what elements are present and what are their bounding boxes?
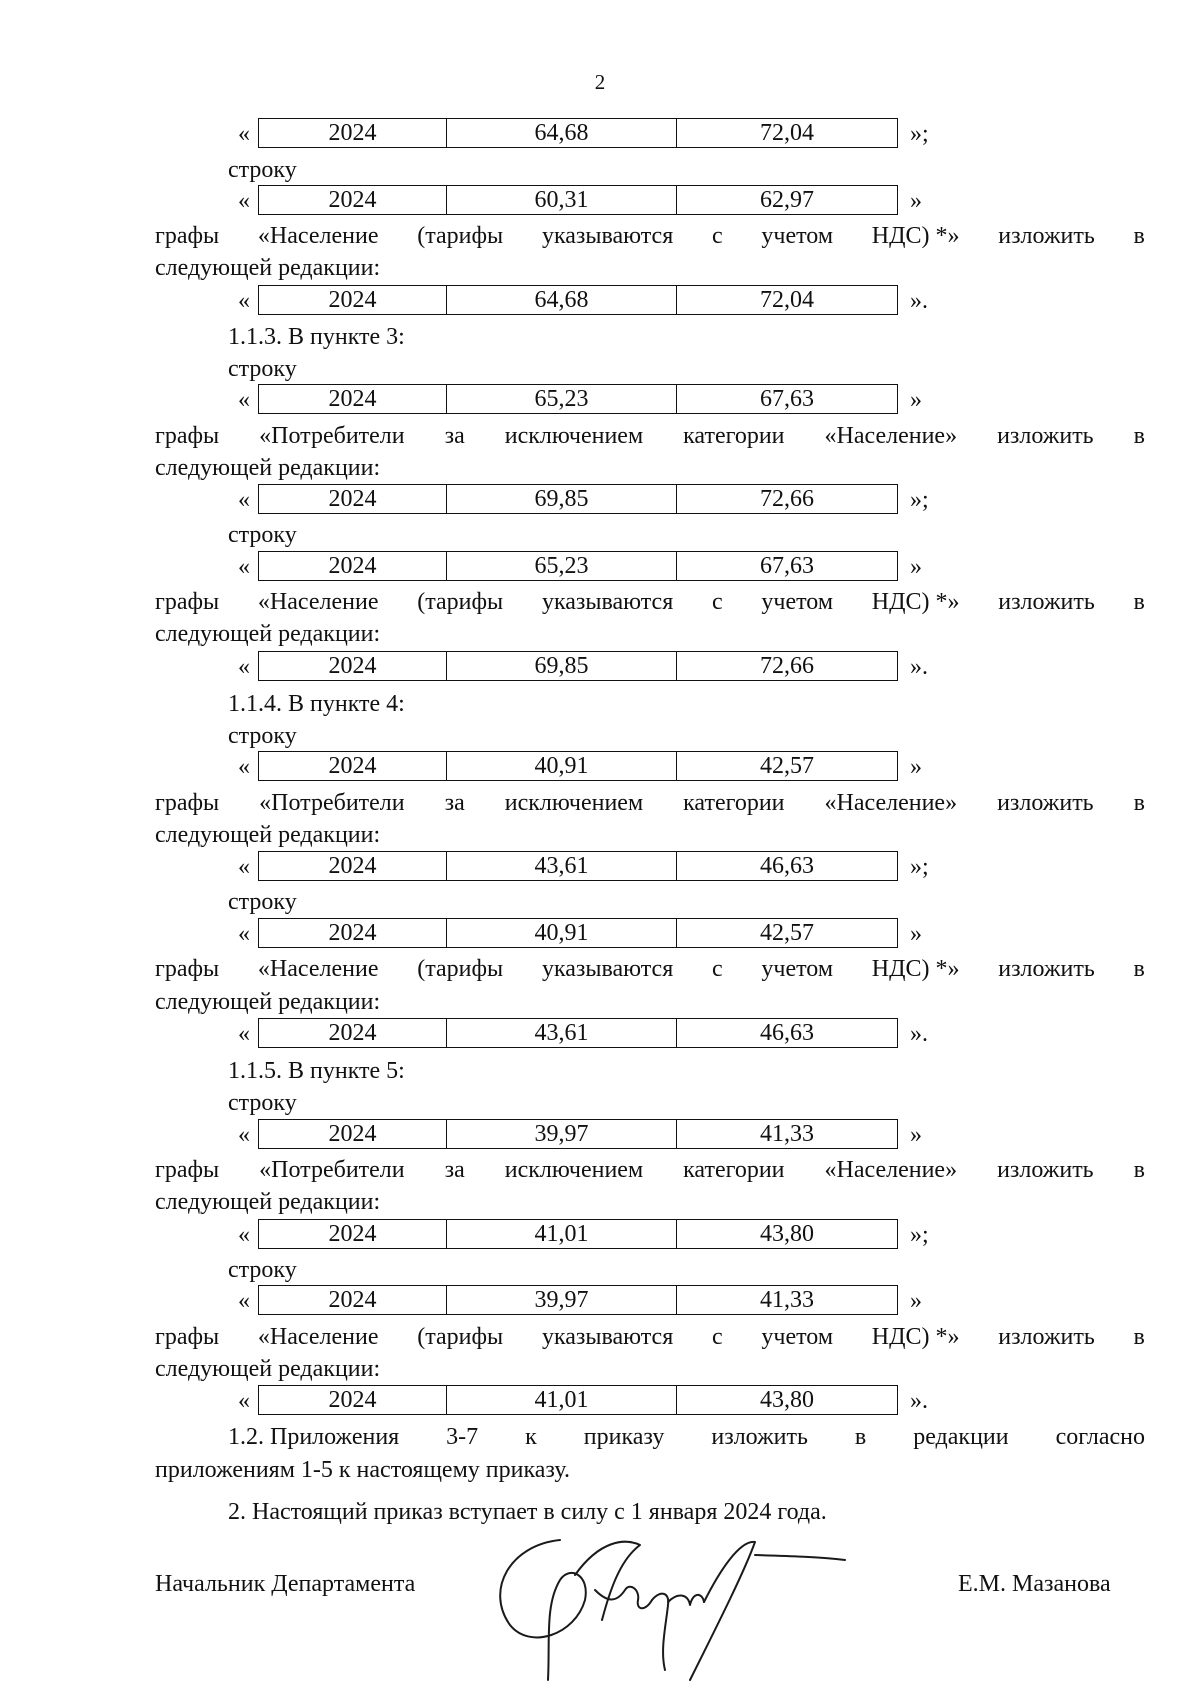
justified-line — [155, 590, 1145, 614]
open-quote: « — [238, 288, 250, 314]
word: изложить — [998, 1324, 1095, 1350]
justified-line — [155, 1158, 1145, 1182]
open-quote: « — [238, 487, 250, 513]
tariff-row — [0, 918, 1200, 950]
open-quote: « — [238, 1222, 250, 1248]
word: «Население — [257, 589, 379, 615]
word: (тарифы — [417, 223, 504, 249]
tariff-half1-cell: 65,23 — [447, 385, 677, 413]
tariff-table — [258, 1285, 898, 1315]
tariff-row — [0, 1119, 1200, 1151]
word: графы — [155, 1324, 220, 1350]
tariff-half2-cell: 67,63 — [760, 553, 814, 579]
close-quote: ». — [910, 288, 928, 314]
word: НДС) *» — [871, 1324, 960, 1350]
tariff-half1-cell: 40,91 — [447, 752, 677, 780]
word: исключением — [504, 790, 644, 816]
word: учетом — [761, 956, 834, 982]
tariff-row — [0, 1219, 1200, 1251]
open-quote: « — [238, 387, 250, 413]
word: изложить — [997, 1157, 1094, 1183]
tariff-table — [258, 751, 898, 781]
word: учетом — [761, 1324, 834, 1350]
word: в — [1133, 423, 1145, 449]
word: в — [854, 1424, 867, 1450]
open-quote: « — [238, 1288, 250, 1314]
word: НДС) *» — [871, 589, 960, 615]
word: указываются — [541, 589, 674, 615]
close-quote: ». — [910, 1021, 928, 1047]
year-cell: 2024 — [259, 752, 447, 780]
tariff-table — [258, 1119, 898, 1149]
text-line: строку — [228, 1090, 297, 1116]
word: указываются — [541, 956, 674, 982]
tariff-half2-cell: 72,04 — [760, 120, 814, 146]
word: (тарифы — [417, 1324, 504, 1350]
word: (тарифы — [417, 589, 504, 615]
text-line: следующей редакции: — [155, 1189, 381, 1215]
open-quote: « — [238, 188, 250, 214]
word: в — [1133, 223, 1145, 249]
tariff-half2-cell: 41,33 — [760, 1121, 814, 1147]
tariff-row — [0, 751, 1200, 783]
word: графы — [155, 1157, 220, 1183]
year-cell: 2024 — [259, 119, 447, 147]
word: категории — [683, 1157, 785, 1183]
tariff-half1-cell: 40,91 — [447, 919, 677, 947]
tariff-row — [0, 484, 1200, 516]
text-line: следующей редакции: — [155, 621, 381, 647]
year-cell: 2024 — [259, 485, 447, 513]
handwritten-signature — [490, 1530, 890, 1695]
tariff-half2-cell: 72,66 — [760, 486, 814, 512]
close-quote: » — [910, 1122, 922, 1148]
word: 1.2. Приложения — [228, 1424, 400, 1450]
tariff-half1-cell: 41,01 — [447, 1386, 677, 1414]
close-quote: ». — [910, 654, 928, 680]
word: указываются — [541, 1324, 674, 1350]
word: в — [1133, 1324, 1145, 1350]
word: приказу — [583, 1424, 665, 1450]
tariff-row — [0, 118, 1200, 150]
close-quote: » — [910, 554, 922, 580]
year-cell: 2024 — [259, 385, 447, 413]
close-quote: »; — [910, 121, 929, 147]
signatory-position: Начальник Департамента — [155, 1571, 416, 1597]
word: с — [712, 1324, 723, 1350]
tariff-half2-cell: 41,33 — [760, 1287, 814, 1313]
open-quote: « — [238, 1388, 250, 1414]
tariff-half2-cell: 46,63 — [760, 1020, 814, 1046]
tariff-half1-cell: 41,01 — [447, 1220, 677, 1248]
justified-line — [155, 1325, 1145, 1349]
close-quote: »; — [910, 1222, 929, 1248]
close-quote: ». — [910, 1388, 928, 1414]
word: графы — [155, 790, 220, 816]
word: изложить — [998, 223, 1095, 249]
word: изложить — [998, 956, 1095, 982]
tariff-row — [0, 551, 1200, 583]
text-line: следующей редакции: — [155, 255, 381, 281]
tariff-half2-cell: 42,57 — [760, 920, 814, 946]
text-line: строку — [228, 356, 297, 382]
word: исключением — [504, 1157, 644, 1183]
word: за — [444, 1157, 465, 1183]
tariff-table — [258, 1385, 898, 1415]
text-line: строку — [228, 889, 297, 915]
word: учетом — [761, 223, 834, 249]
close-quote: » — [910, 1288, 922, 1314]
open-quote: « — [238, 554, 250, 580]
text-line: строку — [228, 723, 297, 749]
tariff-table — [258, 1219, 898, 1249]
year-cell: 2024 — [259, 852, 447, 880]
tariff-row — [0, 1385, 1200, 1417]
text-line: 1.1.3. В пункте 3: — [228, 324, 405, 350]
tariff-half2-cell: 43,80 — [760, 1387, 814, 1413]
word: НДС) *» — [871, 223, 960, 249]
word: изложить — [711, 1424, 808, 1450]
tariff-half2-cell: 42,57 — [760, 753, 814, 779]
tariff-half1-cell: 39,97 — [447, 1120, 677, 1148]
word: учетом — [761, 589, 834, 615]
word: «Население» — [824, 1157, 958, 1183]
close-quote: » — [910, 921, 922, 947]
year-cell: 2024 — [259, 552, 447, 580]
text-line: следующей редакции: — [155, 989, 381, 1015]
tariff-half1-cell: 60,31 — [447, 186, 677, 214]
tariff-half1-cell: 65,23 — [447, 552, 677, 580]
tariff-row — [0, 185, 1200, 217]
tariff-row — [0, 851, 1200, 883]
tariff-half2-cell: 67,63 — [760, 386, 814, 412]
word: (тарифы — [417, 956, 504, 982]
word: «Население» — [824, 423, 958, 449]
tariff-row — [0, 384, 1200, 416]
year-cell: 2024 — [259, 1286, 447, 1314]
text-line: приложениям 1-5 к настоящему приказу. — [155, 1457, 570, 1483]
word: изложить — [997, 790, 1094, 816]
tariff-table — [258, 918, 898, 948]
open-quote: « — [238, 121, 250, 147]
text-line: 1.1.5. В пункте 5: — [228, 1058, 405, 1084]
year-cell: 2024 — [259, 286, 447, 314]
tariff-table — [258, 851, 898, 881]
tariff-half2-cell: 62,97 — [760, 187, 814, 213]
year-cell: 2024 — [259, 186, 447, 214]
close-quote: » — [910, 387, 922, 413]
word: графы — [155, 589, 220, 615]
year-cell: 2024 — [259, 1120, 447, 1148]
word: в — [1133, 1157, 1145, 1183]
tariff-table — [258, 185, 898, 215]
word: категории — [683, 790, 785, 816]
word: исключением — [504, 423, 644, 449]
justified-line — [155, 957, 1145, 981]
word: с — [712, 589, 723, 615]
word: согласно — [1055, 1424, 1145, 1450]
word: к — [525, 1424, 537, 1450]
text-line: строку — [228, 157, 297, 183]
page-number: 2 — [594, 70, 606, 94]
word: с — [712, 223, 723, 249]
text-line: следующей редакции: — [155, 822, 381, 848]
year-cell: 2024 — [259, 1019, 447, 1047]
tariff-row — [0, 1018, 1200, 1050]
tariff-row — [0, 285, 1200, 317]
justified-line — [228, 1425, 1145, 1449]
open-quote: « — [238, 854, 250, 880]
tariff-table — [258, 1018, 898, 1048]
year-cell: 2024 — [259, 652, 447, 680]
word: «Население» — [824, 790, 958, 816]
tariff-half2-cell: 46,63 — [760, 853, 814, 879]
tariff-half1-cell: 43,61 — [447, 852, 677, 880]
word: в — [1133, 956, 1145, 982]
close-quote: »; — [910, 487, 929, 513]
word: изложить — [998, 589, 1095, 615]
word: указываются — [541, 223, 674, 249]
word: «Потребители — [259, 790, 405, 816]
tariff-half1-cell: 64,68 — [447, 286, 677, 314]
tariff-table — [258, 118, 898, 148]
word: «Население — [257, 223, 379, 249]
word: в — [1133, 589, 1145, 615]
word: с — [712, 956, 723, 982]
tariff-half2-cell: 72,04 — [760, 287, 814, 313]
tariff-table — [258, 285, 898, 315]
year-cell: 2024 — [259, 919, 447, 947]
text-line: строку — [228, 522, 297, 548]
tariff-half1-cell: 39,97 — [447, 1286, 677, 1314]
word: «Население — [257, 1324, 379, 1350]
word: изложить — [997, 423, 1094, 449]
tariff-table — [258, 551, 898, 581]
word: «Население — [257, 956, 379, 982]
open-quote: « — [238, 1021, 250, 1047]
word: НДС) *» — [871, 956, 960, 982]
close-quote: » — [910, 754, 922, 780]
tariff-half1-cell: 64,68 — [447, 119, 677, 147]
justified-line — [155, 791, 1145, 815]
tariff-table — [258, 484, 898, 514]
text-line: 2. Настоящий приказ вступает в силу с 1 января 2024 года. — [228, 1499, 827, 1525]
tariff-row — [0, 1285, 1200, 1317]
word: в — [1133, 790, 1145, 816]
open-quote: « — [238, 1122, 250, 1148]
text-line: следующей редакции: — [155, 455, 381, 481]
open-quote: « — [238, 921, 250, 947]
word: за — [444, 790, 465, 816]
word: графы — [155, 223, 220, 249]
close-quote: » — [910, 188, 922, 214]
word: 3-7 — [446, 1424, 479, 1450]
text-line: строку — [228, 1257, 297, 1283]
year-cell: 2024 — [259, 1386, 447, 1414]
word: графы — [155, 956, 220, 982]
tariff-half1-cell: 69,85 — [447, 485, 677, 513]
word: редакции — [913, 1424, 1009, 1450]
justified-line — [155, 424, 1145, 448]
year-cell: 2024 — [259, 1220, 447, 1248]
close-quote: »; — [910, 854, 929, 880]
word: категории — [683, 423, 785, 449]
tariff-half1-cell: 69,85 — [447, 652, 677, 680]
tariff-half2-cell: 43,80 — [760, 1221, 814, 1247]
tariff-table — [258, 651, 898, 681]
word: «Потребители — [259, 423, 405, 449]
open-quote: « — [238, 654, 250, 680]
justified-line — [155, 224, 1145, 248]
tariff-table — [258, 384, 898, 414]
tariff-half1-cell: 43,61 — [447, 1019, 677, 1047]
open-quote: « — [238, 754, 250, 780]
text-line: 1.1.4. В пункте 4: — [228, 691, 405, 717]
text-line: следующей редакции: — [155, 1356, 381, 1382]
tariff-row — [0, 651, 1200, 683]
word: «Потребители — [259, 1157, 405, 1183]
tariff-half2-cell: 72,66 — [760, 653, 814, 679]
word: за — [444, 423, 465, 449]
word: графы — [155, 423, 220, 449]
signatory-name: Е.М. Мазанова — [958, 1571, 1111, 1597]
